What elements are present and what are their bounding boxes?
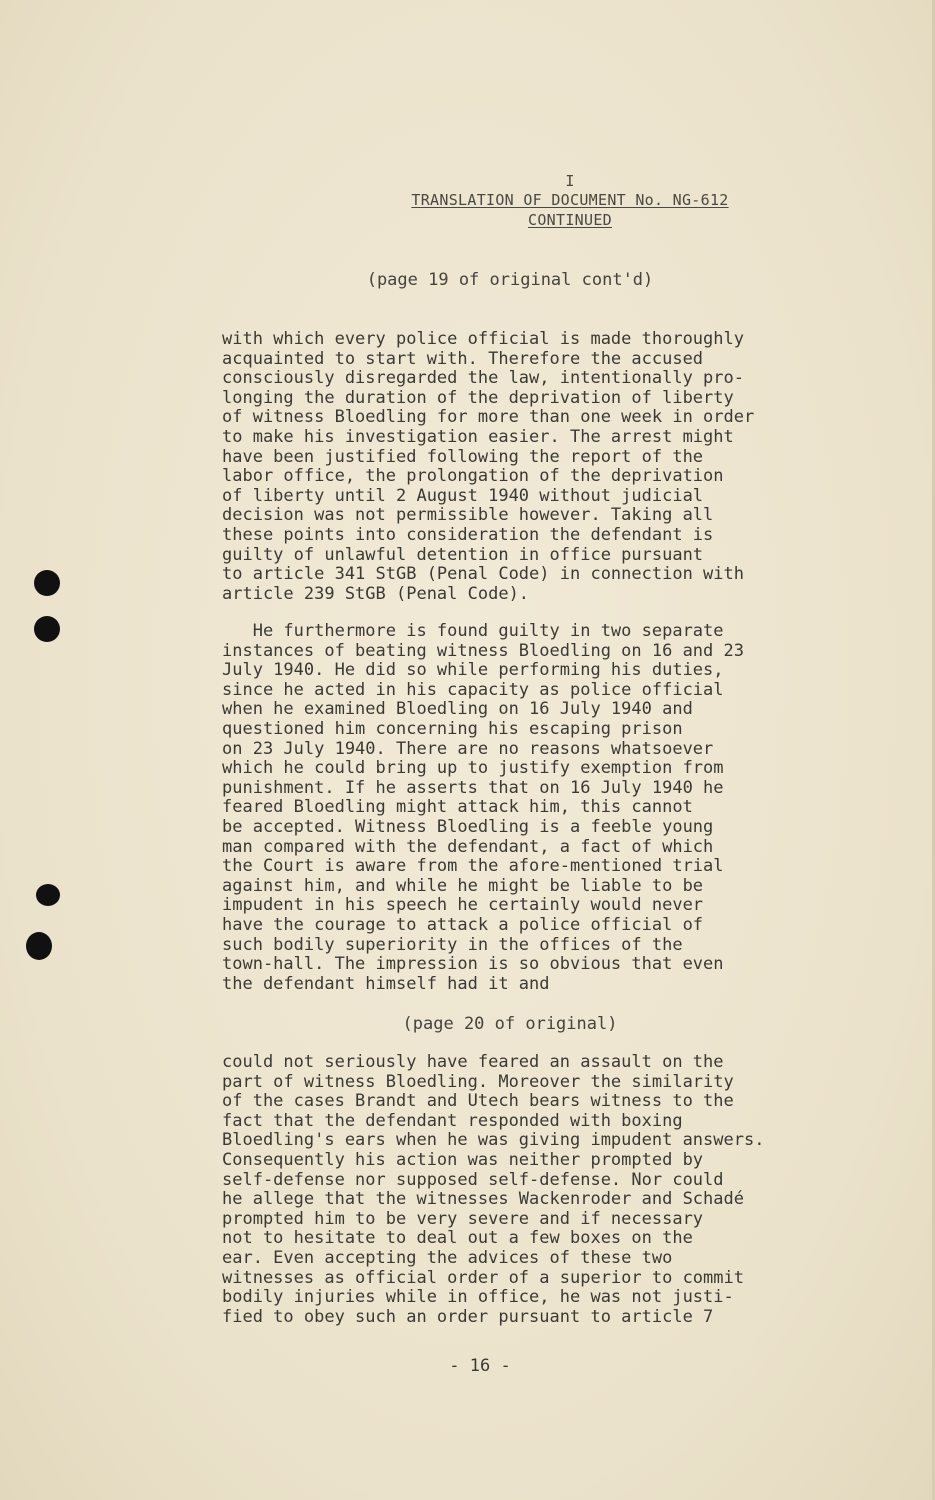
punch-hole xyxy=(36,884,60,906)
body-paragraph: could not seriously have feared an assault on the part of witness Bloedling. Moreover the similarity of the cases Brandt and Utech bears witness to the fact that the defendant responded with boxing Bloedling's ears when he was giving impudent answers. Consequently his action was neither prompted by self-defense nor supposed self-defense. Nor could he allege that the witnesses Wackenroder and Schadé prompted him to be very severe and if necessary not to hesitate to deal out a few boxes on the ear. Even accepting the advices of these two witnesses as official order of a superior to commit bodily injuries while in office, he was not justi- fied to obey such an order pursuant to article 7 xyxy=(222,1052,765,1327)
punch-hole xyxy=(26,932,52,960)
page-reference: (page 20 of original) xyxy=(402,1014,618,1034)
document-subtitle: CONTINUED xyxy=(528,211,612,229)
roman-mark: I xyxy=(565,172,575,190)
page-number: - 16 - xyxy=(449,1356,511,1376)
body-paragraph: He furthermore is found guilty in two separate instances of beating witness Bloedling on 16 and 23 July 1940. He did so while performing his duties, since he acted in his capacity as police official when he examined Bloedling on 16 July 1940 and questioned him concerning his escaping prison on 23 July 1940. There are no reasons whatsoever which he could bring up to justify exemption from punishment. If he asserts that on 16 July 1940 he feared Bloedling might attack him, this cannot be accepted. Witness Bloedling is a feeble young man compared with the defendant, a fact of which the Court is aware from the afore-mentioned trial against him, and while he might be liable to be impudent in his speech he certainly would never have the courage to attack a police official of such bodily superiority in the offices of the town-hall. The impression is so obvious that even the defendant himself had it and xyxy=(222,621,744,994)
document-title: TRANSLATION OF DOCUMENT No. NG-612 xyxy=(411,191,729,209)
body-paragraph: with which every police official is made thoroughly acquainted to start with. Therefore the accused consciously disregarded the law, intentionally pro- longing the duration of the deprivation of liberty of witness Bloedling for more than one week in order to make his investigation easier. The arrest might have been justified following the report of the labor office, the prolongation of the deprivation of liberty until 2 August 1940 without judicial decision was not permissible however. Taking all these points into consideration the defendant is guilty of unlawful detention in office pursuant to article 341 StGB (Penal Code) in connection with article 239 StGB (Penal Code). xyxy=(222,329,755,604)
punch-hole xyxy=(34,616,60,642)
punch-hole xyxy=(34,570,60,596)
page-reference: (page 19 of original cont'd) xyxy=(366,270,654,290)
